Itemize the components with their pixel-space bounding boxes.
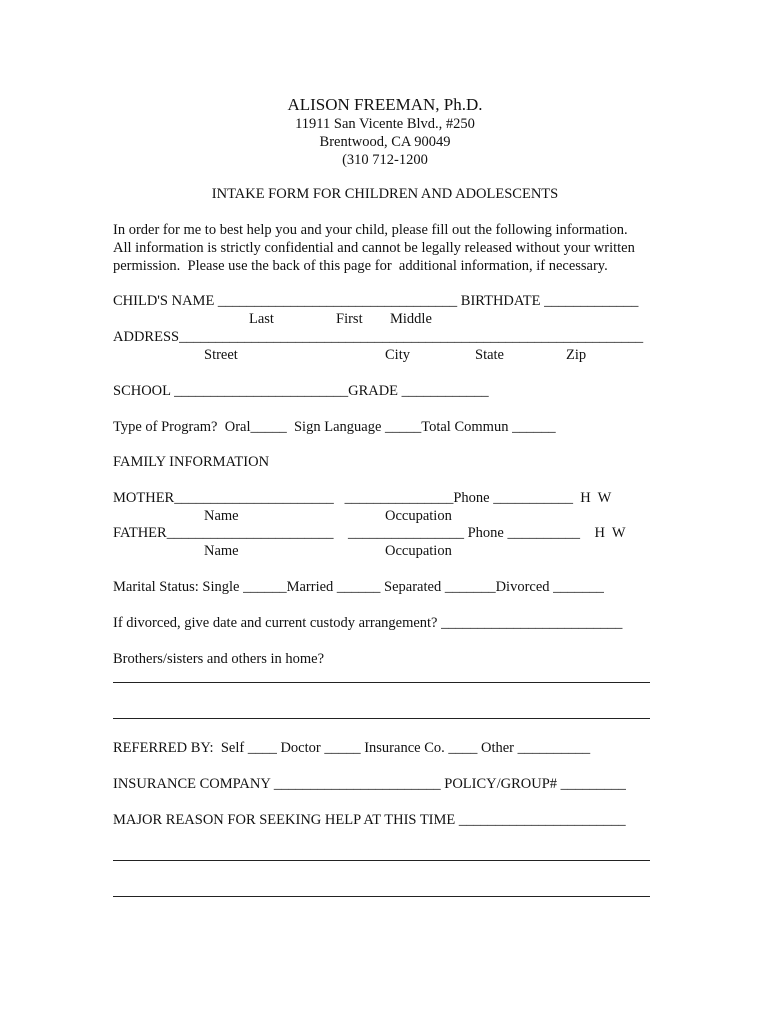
label-last: Last (249, 311, 274, 327)
label-zip: Zip (566, 347, 587, 363)
practitioner-name: ALISON FREEMAN, Ph.D. (287, 95, 483, 114)
address-field[interactable]: ADDRESS________________________________________________________________ (113, 329, 644, 345)
childs-name-field[interactable]: CHILD'S NAME _________________________________ BIRTHDATE _____________ (113, 293, 639, 309)
form-title: INTAKE FORM FOR CHILDREN AND ADOLESCENTS (211, 186, 559, 202)
reason-answer-line-1[interactable] (113, 860, 650, 861)
siblings-answer-line-1[interactable] (113, 682, 650, 683)
address-line-1: 11911 San Vicente Blvd., #250 (295, 116, 475, 132)
father-field[interactable]: FATHER_______________________ ________________ Phone __________ H W (113, 525, 626, 541)
insurance-field[interactable]: INSURANCE COMPANY _______________________ POLICY/GROUP# _________ (113, 776, 626, 792)
label-father-name: Name (204, 543, 239, 559)
reason-answer-line-2[interactable] (113, 896, 650, 897)
label-street: Street (204, 347, 238, 363)
label-father-occupation: Occupation (385, 543, 452, 559)
siblings-label: Brothers/sisters and others in home? (113, 651, 325, 667)
family-information-heading: FAMILY INFORMATION (113, 454, 270, 470)
address-line-2: Brentwood, CA 90049 (319, 134, 451, 150)
label-city: City (385, 347, 410, 363)
label-middle: Middle (390, 311, 432, 327)
referred-by-field[interactable]: REFERRED BY: Self ____ Doctor _____ Insurance Co. ____ Other __________ (113, 740, 591, 756)
custody-arrangement-field[interactable]: If divorced, give date and current custody arrangement? _________________________ (113, 615, 623, 631)
intro-line-3: permission. Please use the back of this page for additional information, if necessary. (113, 258, 608, 274)
phone-number: (310 712-1200 (342, 152, 428, 168)
label-first: First (336, 311, 363, 327)
label-mother-name: Name (204, 508, 239, 524)
school-grade-field[interactable]: SCHOOL ________________________GRADE ____________ (113, 383, 489, 399)
intro-line-1: In order for me to best help you and your child, please fill out the following information. (113, 222, 628, 238)
major-reason-field[interactable]: MAJOR REASON FOR SEEKING HELP AT THIS TIME _______________________ (113, 812, 626, 828)
label-state: State (475, 347, 504, 363)
label-mother-occupation: Occupation (385, 508, 452, 524)
mother-field[interactable]: MOTHER______________________ _______________Phone ___________ H W (113, 490, 612, 506)
intro-line-2: All information is strictly confidential and cannot be legally released without your written (113, 240, 635, 256)
marital-status-field[interactable]: Marital Status: Single ______Married ______ Separated _______Divorced _______ (113, 579, 604, 595)
siblings-answer-line-2[interactable] (113, 718, 650, 719)
program-type-field[interactable]: Type of Program? Oral_____ Sign Language _____Total Commun ______ (113, 419, 556, 435)
